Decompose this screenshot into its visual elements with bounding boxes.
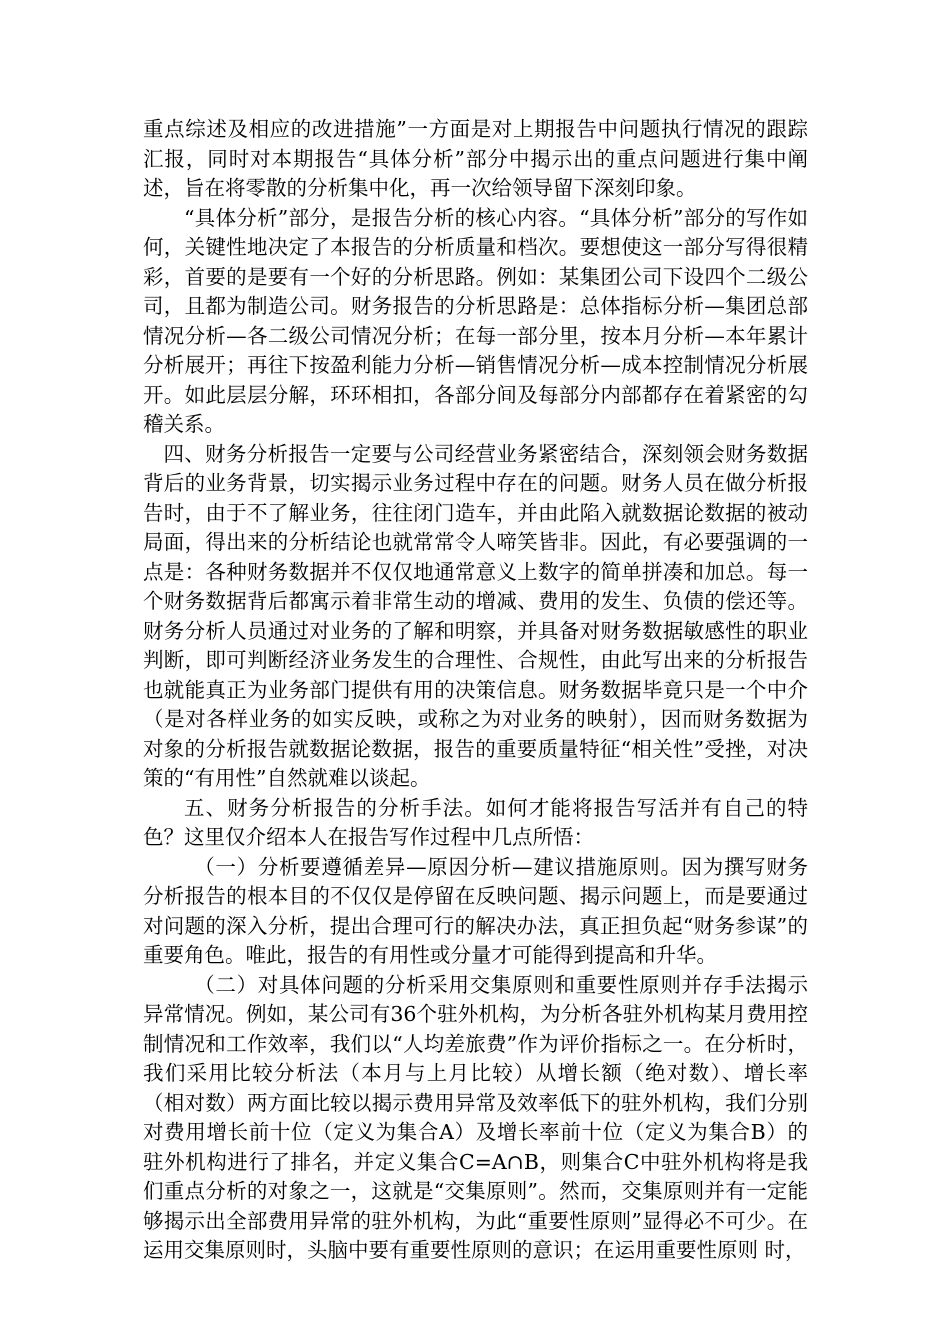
paragraph-specific-analysis: “具体分析”部分，是报告分析的核心内容。“具体分析”部分的写作如何，关键性地决定了本报告的分析质量和档次。要想使这一部分写得很精彩，首要的是要有一个好的分析思路。例如：某集团公司下设四个二级公司，且都为制造公司。财务报告的分析思路是：总体指标分析—集团总部情况分析—各二级公司情况分析；在每一部分里，按本月分析—本年累计分析展开；再往下按盈利能力分析—销售情况分析—成本控制情况分析展开。如此层层分解，环环相扣，各部分间及每部分内部都存在着紧密的勾稽关系。: [143, 205, 808, 436]
document-body: [143, 115, 808, 1266]
paragraph-section-four: 四、财务分析报告一定要与公司经营业务紧密结合，深刻领会财务数据背后的业务背景，切实揭示业务过程中存在的问题。财务人员在做分析报告时，由于不了解业务，往往闭门造车，并由此陷入就数据论数据的被动局面，得出来的分析结论也就常常令人啼笑皆非。因此，有必要强调的一点是：各种财务数据并不仅仅地通常意义上数字的简单拼凑和加总。每一个财务数据背后都寓示着非常生动的增减、费用的发生、负债的偿还等。财务分析人员通过对业务的了解和明察，并具备对财务数据敏感性的职业判断，即可判断经济业务发生的合理性、合规性，由此写出来的分析报告也就能真正为业务部门提供有用的决策信息。财务数据毕竟只是一个中介（是对各样业务的如实反映，或称之为对业务的映射），因而财务数据为对象的分析报告就数据论数据，报告的重要质量特征“相关性”受挫，对决策的“有用性”自然就难以谈起。: [143, 441, 808, 790]
paragraph-summary-continuation: 重点综述及相应的改进措施”一方面是对上期报告中问题执行情况的跟踪汇报，同时对本期报告“具体分析”部分中揭示出的重点问题进行集中阐述，旨在将零散的分析集中化，再一次给领导留下深刻印象。: [143, 117, 808, 200]
paragraph-item-two: （二）对具体问题的分析采用交集原则和重要性原则并存手法揭示异常情况。例如，某公司有36个驻外机构，为分析各驻外机构某月费用控制情况和工作效率，我们以“人均差旅费”作为评价指标之一。在分析时，我们采用比较分析法（本月与上月比较）从增长额（绝对数）、增长率（相对数）两方面比较以揭示费用异常及效率低下的驻外机构，我们分别对费用增长前十位（定义为集合A）及增长率前十位（定义为集合B）的驻外机构进行了排名，并定义集合C=A∩B，则集合C中驻外机构将是我们重点分析的对象之一，这就是“交集原则”。然而，交集原则并有一定能够揭示出全部费用异常的驻外机构，为此“重要性原则”显得必不可少。在运用交集原则时，头脑中要有重要性原则的意识；在运用重要性原则 时，: [143, 972, 808, 1262]
paragraph-section-five: 五、财务分析报告的分析手法。如何才能将报告写活并有自己的特色？这里仅介绍本人在报告写作过程中几点所悟：: [143, 795, 808, 849]
paragraph-item-one: （一）分析要遵循差异—原因分析—建议措施原则。因为撰写财务分析报告的根本目的不仅仅是停留在反映问题、揭示问题上，而是要通过对问题的深入分析，提出合理可行的解决办法，真正担负起“财务参谋”的重要角色。唯此，报告的有用性或分量才可能得到提高和升华。: [143, 854, 808, 967]
